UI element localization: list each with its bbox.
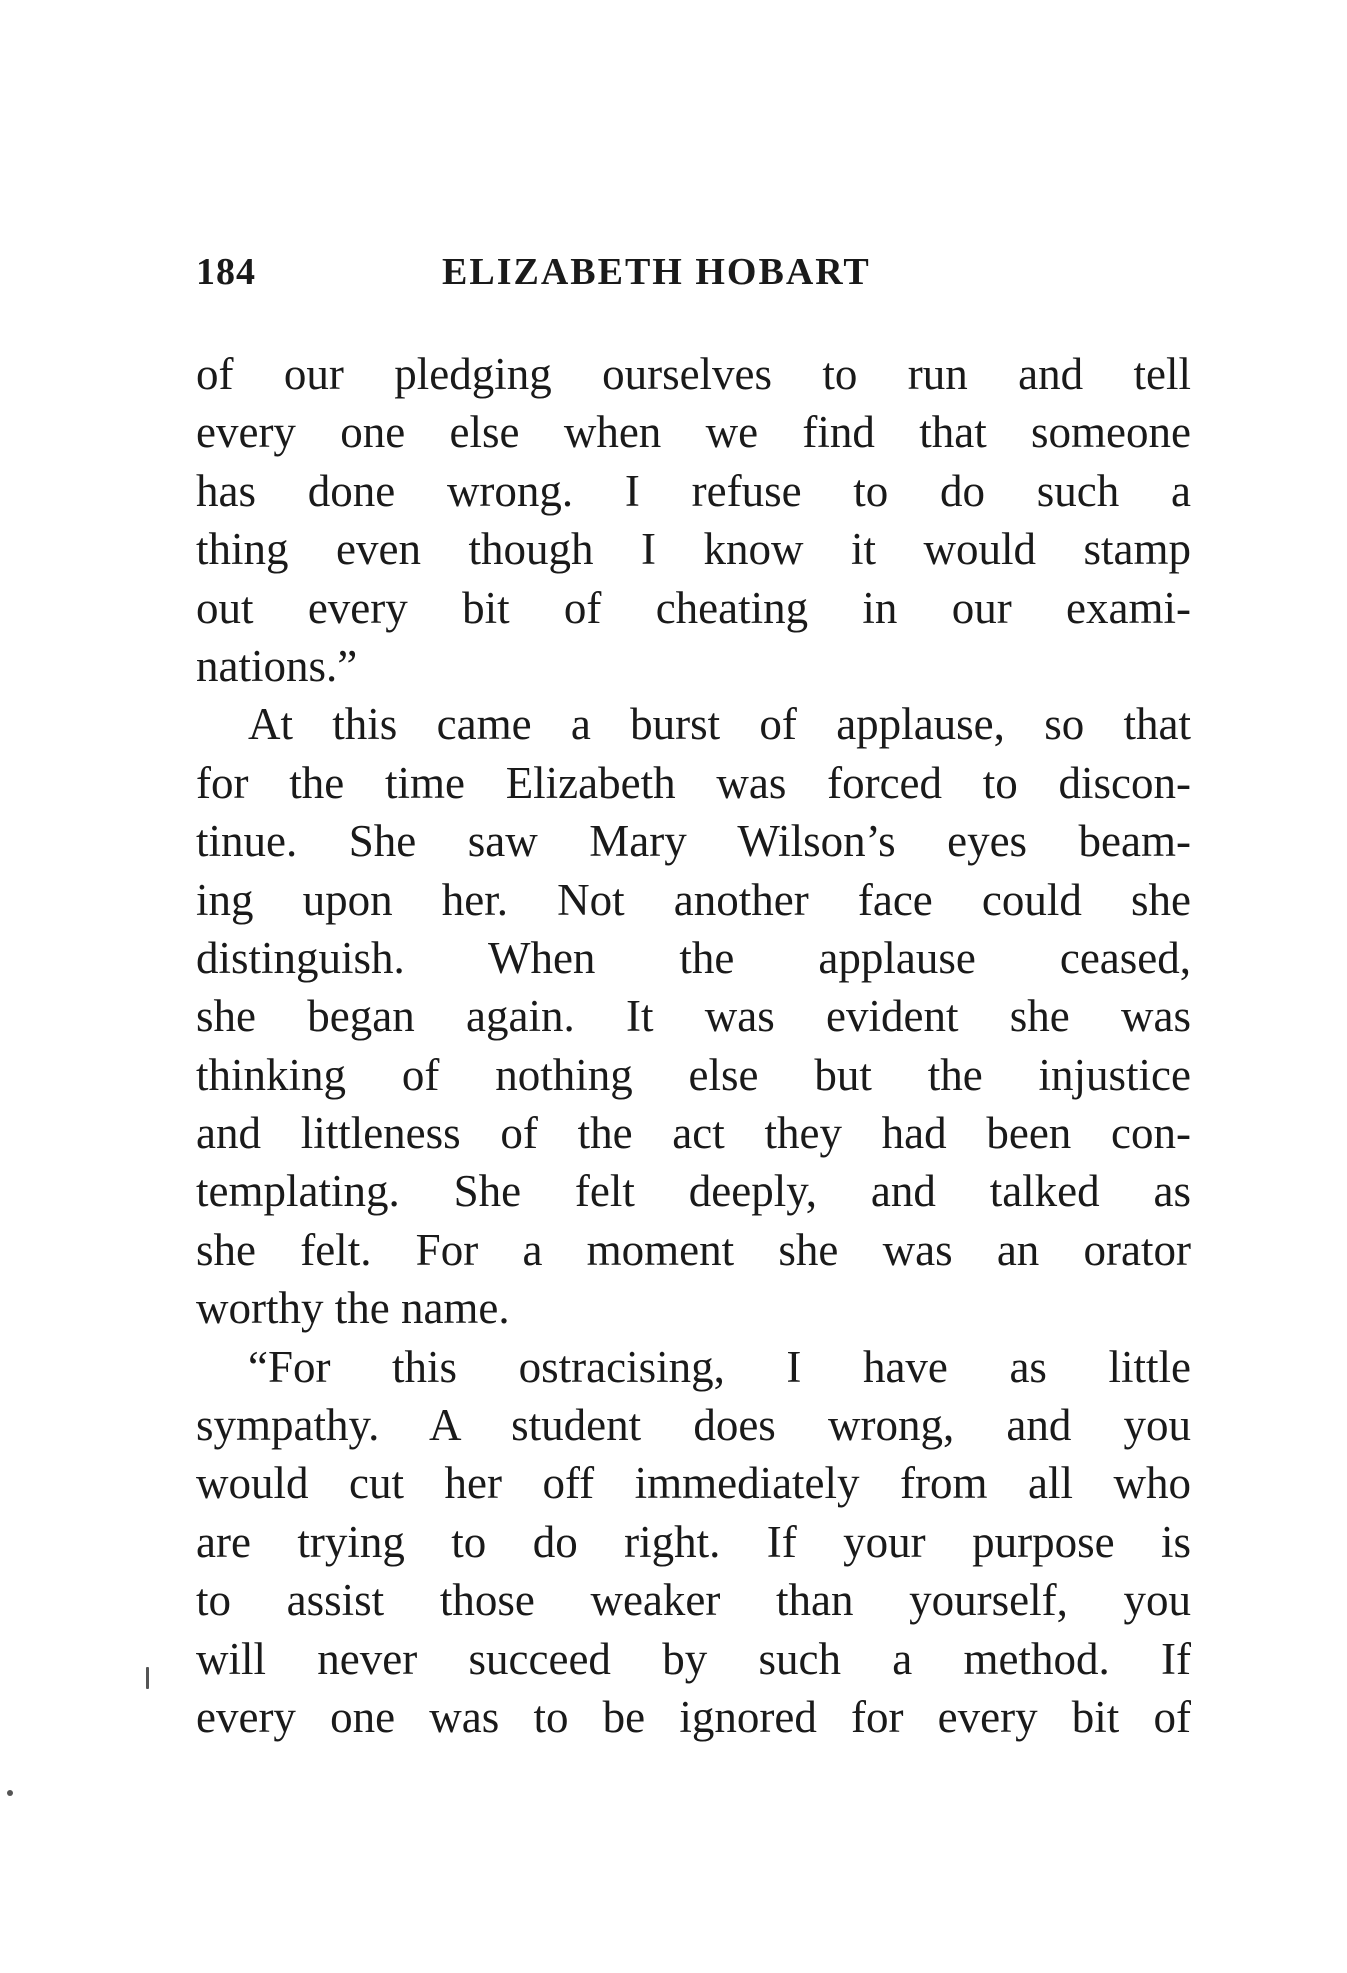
text-line: nations.” <box>196 640 358 691</box>
text-line: of our pledging ourselves to run and tell <box>196 349 1191 399</box>
text-line: out every bit of cheating in our exami- <box>196 582 1191 633</box>
text-line: would cut her off immediately from all who <box>196 1458 1191 1509</box>
text-line: worthy the name. <box>196 1283 510 1334</box>
running-head <box>196 250 1196 300</box>
text-line: tinue. She saw Mary Wilson’s eyes beam- <box>196 816 1191 867</box>
text-line: every one else when we find that someone <box>196 407 1191 458</box>
text-line: sympathy. A student does wrong, and you <box>196 1400 1191 1451</box>
text-line: distinguish. When the applause ceased, <box>196 932 1191 983</box>
text-line: she felt. For a moment she was an orator <box>196 1224 1191 1275</box>
body-text <box>196 345 1191 1746</box>
text-line: templating. She felt deeply, and talked as <box>196 1166 1191 1217</box>
text-line: every one was to be ignored for every bit of <box>196 1691 1191 1742</box>
running-title: ELIZABETH HOBART <box>442 251 871 293</box>
text-line: ing upon her. Not another face could she <box>196 874 1191 925</box>
text-line: thinking of nothing else but the injustice <box>196 1049 1191 1100</box>
text-line: “For this ostracising, I have as little <box>248 1341 1191 1392</box>
text-line: thing even though I know it would stamp <box>196 524 1191 575</box>
text-line: she began again. It was evident she was <box>196 991 1191 1042</box>
text-line: has done wrong. I refuse to do such a <box>196 465 1191 516</box>
text-line: At this came a burst of applause, so that <box>248 699 1191 750</box>
text-line: will never succeed by such a method. If <box>196 1633 1191 1684</box>
scan-speck <box>146 1667 149 1689</box>
text-line: to assist those weaker than yourself, you <box>196 1575 1191 1626</box>
text-line: and littleness of the act they had been con- <box>196 1108 1191 1159</box>
text-line: are trying to do right. If your purpose is <box>196 1516 1191 1567</box>
text-line: for the time Elizabeth was forced to discon- <box>196 757 1191 808</box>
scan-speck <box>7 1790 13 1796</box>
page-number: 184 <box>196 251 256 293</box>
